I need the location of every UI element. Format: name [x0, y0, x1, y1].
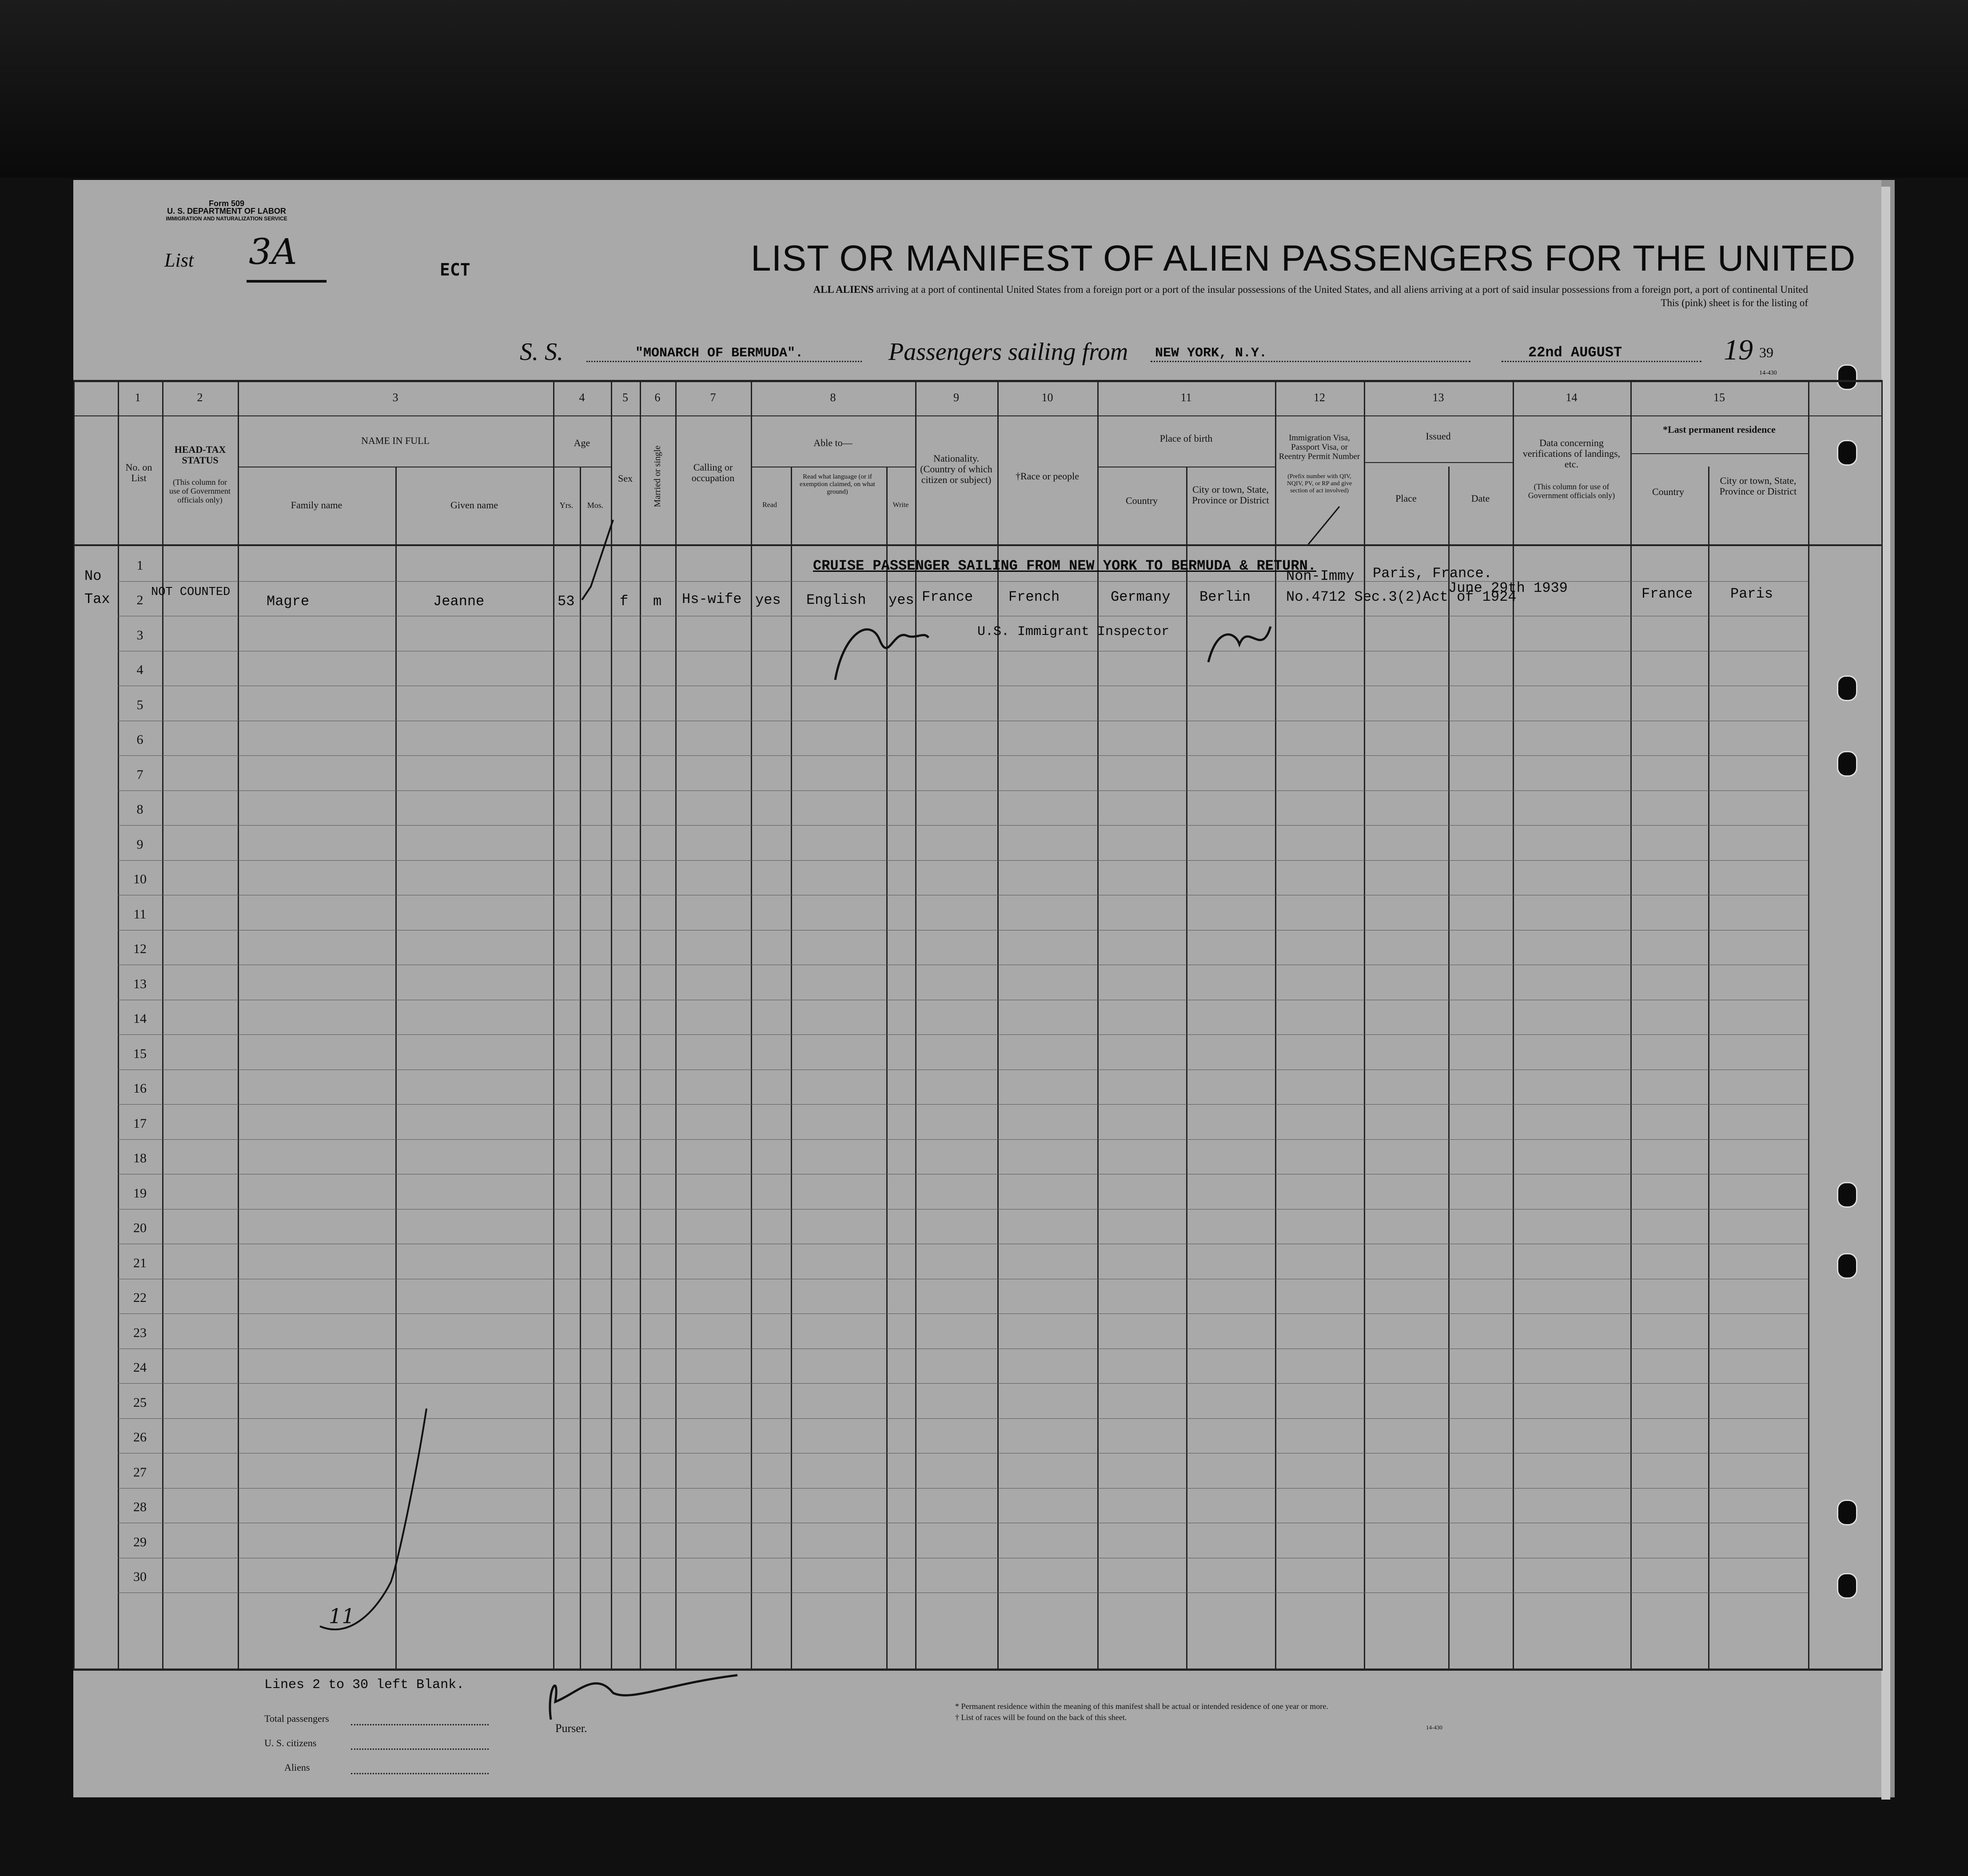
- age-checkmark: [582, 520, 613, 600]
- head-head-tax-note: (This column for use of Government officials only): [169, 478, 231, 504]
- colnum-6: 6: [654, 391, 661, 404]
- entry-visa-line1: Non-Immy: [1286, 568, 1354, 584]
- colnum-1: 1: [135, 391, 141, 404]
- manifest-title: LIST OR MANIFEST OF ALIEN PASSENGERS FOR THE UNITED: [751, 238, 1856, 279]
- row-number: 30: [133, 1569, 147, 1584]
- entry-age: 53: [558, 593, 575, 610]
- row-number: 20: [133, 1221, 147, 1235]
- colnum-12: 12: [1314, 391, 1325, 404]
- row-number: 11: [133, 906, 147, 922]
- head-nationality: Nationality. (Country of which citizen or subject): [920, 453, 992, 485]
- visa-header-pointer: [1308, 507, 1339, 544]
- entry-given-name: Jeanne: [433, 593, 485, 610]
- head-lr-city: City or town, State, Province or District: [1719, 475, 1797, 497]
- footer-note-races: † List of races will be found on the back of this sheet.: [955, 1713, 1127, 1722]
- entry-sex: f: [620, 593, 629, 610]
- row-number: 4: [136, 663, 143, 677]
- head-age-yrs: Yrs.: [559, 501, 574, 510]
- list-label: List: [164, 249, 194, 271]
- row-number: 22: [133, 1290, 147, 1305]
- head-data-landing-note: (This column for use of Government officials only): [1528, 482, 1615, 500]
- entry-family-name: Magre: [267, 593, 310, 610]
- footer-aliens: Aliens: [284, 1762, 310, 1773]
- sailing-date: 22nd AUGUST: [1528, 344, 1622, 361]
- head-age-mos: Mos.: [587, 501, 604, 510]
- footer-note-residence: * Permanent residence within the meaning of this manifest shall be actual or intended residence of one year or more.: [955, 1702, 1328, 1711]
- sailing-from-port: NEW YORK, N.Y.: [1155, 346, 1267, 361]
- colnum-10: 10: [1041, 391, 1053, 404]
- head-read-language: Read what language (or if exemption claimed, on what ground): [800, 473, 875, 495]
- row-number: 28: [133, 1500, 147, 1514]
- head-lr-country: Country: [1652, 486, 1685, 497]
- row-number: 19: [133, 1185, 147, 1201]
- head-age: Age: [574, 437, 590, 448]
- footer-dots-3: [351, 1773, 489, 1774]
- row-number: 23: [133, 1325, 147, 1340]
- margin-note-no: No: [84, 568, 102, 584]
- pen-line: [320, 1409, 426, 1629]
- row-number: 14: [133, 1011, 147, 1026]
- inspector-signature: [835, 630, 928, 680]
- row-number: 7: [136, 767, 143, 782]
- purser-signature: [550, 1675, 737, 1720]
- subtitle-pink-sheet: This (pink) sheet is for the listing of: [1661, 297, 1808, 308]
- row-number: 3: [136, 627, 143, 643]
- row-number: 8: [136, 802, 143, 817]
- head-race: †Race or people: [1016, 471, 1079, 482]
- entry-nationality: France: [922, 589, 973, 605]
- row-number: 17: [133, 1116, 147, 1131]
- colnum-9: 9: [953, 391, 959, 404]
- ship-name: "MONARCH OF BERMUDA".: [635, 346, 804, 361]
- subtitle-bold: ALL ALIENS: [813, 284, 874, 295]
- footer-dots-2: [351, 1748, 489, 1750]
- entry-visa-line2: No.4712 Sec.3(2)Act of 1924: [1286, 589, 1517, 605]
- subtitle-text: arriving at a port of continental United States from a foreign port or a port of the insular possessions of the United States, and all aliens arriving at a port of said insular possessions from a foreign port, a port of continental United: [876, 284, 1808, 295]
- print-code: 14-430: [1759, 370, 1777, 376]
- footer-code: 14-430: [1426, 1724, 1442, 1731]
- row-number: 1: [136, 558, 143, 573]
- head-write: Write: [892, 501, 909, 509]
- margin-note-tax: Tax: [84, 591, 110, 607]
- entry-res-city: Paris: [1730, 586, 1773, 602]
- row30-mark: 11: [329, 1604, 355, 1628]
- colnum-7: 7: [710, 391, 716, 404]
- entry-occupation: Hs-wife: [682, 591, 742, 607]
- head-issued-place: Place: [1395, 493, 1417, 504]
- row-number: 12: [133, 942, 147, 956]
- footer-dots-1: [351, 1724, 489, 1725]
- row-number: 16: [133, 1081, 147, 1096]
- footer-total: Total passengers: [264, 1713, 329, 1724]
- row-number: 26: [133, 1430, 147, 1445]
- head-family-name: Family name: [291, 499, 343, 511]
- entry-birth-city: Berlin: [1199, 589, 1251, 605]
- head-calling: Calling or occupation: [691, 462, 735, 483]
- row-number: 13: [133, 976, 147, 991]
- head-visa-note: (Prefix number with QIV, NQIV, PV, or RP and give section of act involved): [1287, 473, 1352, 494]
- row-number: 9: [136, 837, 143, 852]
- colnum-14: 14: [1566, 391, 1578, 404]
- head-data-landing: Data concerning verifications of landings, etc.: [1522, 437, 1621, 470]
- colnum-2: 2: [197, 391, 203, 404]
- head-given-name: Given name: [450, 499, 498, 511]
- head-head-tax: HEAD-TAX STATUS: [174, 444, 226, 466]
- year-suffix: 39: [1759, 344, 1773, 360]
- row-number: 25: [133, 1395, 147, 1410]
- head-issued: Issued: [1426, 431, 1451, 442]
- entry-res-country: France: [1641, 586, 1693, 602]
- sailing-from-label: Passengers sailing from: [888, 338, 1128, 366]
- stamp-mark: ECT: [440, 260, 470, 279]
- colnum-5: 5: [622, 391, 628, 404]
- colnum-4: 4: [579, 391, 585, 404]
- colnum-3: 3: [392, 391, 398, 404]
- year-prefix: 19: [1724, 334, 1753, 366]
- row-number: 21: [133, 1255, 147, 1270]
- head-read: Read: [762, 501, 777, 509]
- row-number: 5: [136, 697, 143, 712]
- entry-write: yes: [888, 592, 914, 608]
- inspector-initials: [1208, 627, 1271, 662]
- service-name: IMMIGRATION AND NATURALIZATION SERVICE: [166, 216, 287, 222]
- inspector-stamp: U.S. Immigrant Inspector: [977, 624, 1170, 639]
- head-issued-date: Date: [1471, 493, 1490, 504]
- row-number: 29: [133, 1534, 147, 1549]
- entry-birth-country: Germany: [1111, 589, 1171, 605]
- colnum-8: 8: [830, 391, 836, 404]
- row-number: 27: [133, 1465, 147, 1480]
- ss-label: S. S.: [520, 338, 563, 366]
- head-name-in-full: NAME IN FULL: [361, 435, 430, 446]
- footer-citizens: U. S. citizens: [264, 1737, 317, 1748]
- colnum-15: 15: [1713, 391, 1725, 404]
- footer-purser: Purser.: [555, 1722, 587, 1735]
- head-pob-city: City or town, State, Province or District: [1192, 484, 1269, 506]
- row-number: 10: [133, 872, 147, 886]
- entry-read: yes: [755, 592, 781, 608]
- head-visa: Immigration Visa, Passport Visa, or Reentry Permit Number: [1279, 433, 1360, 461]
- entry-issued-place: Paris, France.: [1373, 565, 1492, 582]
- entry-issued-date: June 29th 1939: [1448, 580, 1568, 596]
- entry-head-tax: NOT COUNTED: [151, 586, 231, 599]
- footer-blank-note: Lines 2 to 30 left Blank.: [264, 1677, 465, 1692]
- row-number: 6: [136, 732, 143, 747]
- head-pob-country: Country: [1125, 495, 1158, 506]
- head-last-residence: *Last permanent residence: [1663, 424, 1776, 435]
- colnum-11: 11: [1180, 391, 1192, 404]
- head-place-of-birth: Place of birth: [1159, 433, 1213, 444]
- entry-language: English: [806, 592, 866, 608]
- cruise-banner: CRUISE PASSENGER SAILING FROM NEW YORK TO BERMUDA & RETURN.: [813, 558, 1316, 574]
- entry-race: French: [1008, 589, 1060, 605]
- head-no-on-list: No. on List: [125, 462, 152, 483]
- colnum-13: 13: [1432, 391, 1444, 404]
- row-number: 24: [133, 1360, 147, 1375]
- entry-marital: m: [653, 593, 662, 610]
- list-number: 3A: [249, 231, 297, 272]
- row-number: 2: [136, 593, 143, 607]
- row-number: 15: [133, 1046, 147, 1061]
- head-able-to: Able to—: [813, 437, 853, 448]
- head-married: Married or single: [653, 445, 662, 507]
- form-number: Form 509: [208, 199, 245, 208]
- row-number: 18: [133, 1151, 147, 1166]
- head-sex: Sex: [618, 473, 633, 484]
- department-name: U. S. DEPARTMENT OF LABOR: [167, 207, 286, 216]
